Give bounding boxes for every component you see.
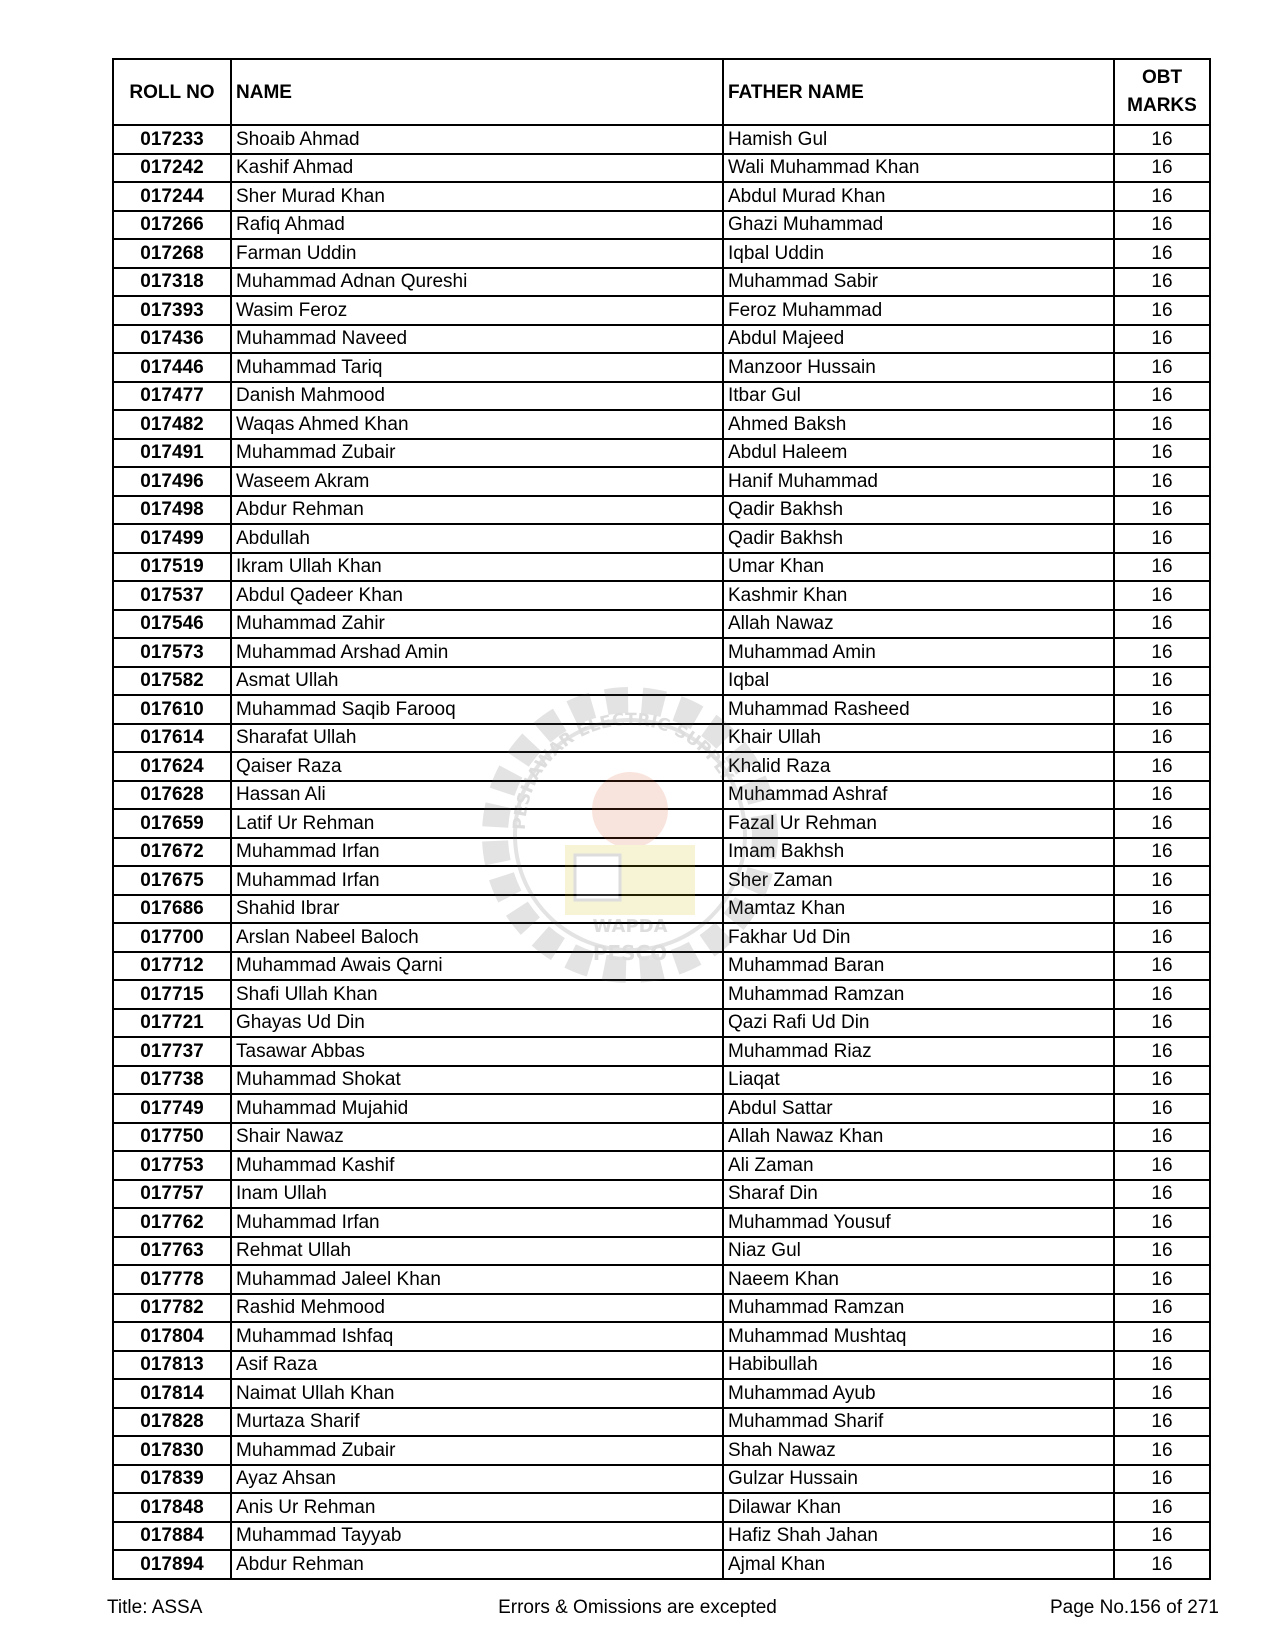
table-row <box>113 1379 1210 1408</box>
marks-cell: 16 <box>1114 1265 1210 1294</box>
marks-cell: 16 <box>1114 1351 1210 1380</box>
table-row <box>113 1180 1210 1209</box>
name-cell: Abdur Rehman <box>231 1550 723 1579</box>
roll-no-cell: 017700 <box>113 923 231 952</box>
roll-no-cell: 017763 <box>113 1237 231 1266</box>
father-name-cell: Manzoor Hussain <box>723 353 1114 382</box>
roll-no-cell: 017830 <box>113 1436 231 1465</box>
table-row <box>113 1351 1210 1380</box>
father-name-cell: Muhammad Ramzan <box>723 980 1114 1009</box>
marks-cell: 16 <box>1114 553 1210 582</box>
father-name-cell: Muhammad Riaz <box>723 1037 1114 1066</box>
father-name-cell: Abdul Majeed <box>723 325 1114 354</box>
name-cell: Muhammad Mujahid <box>231 1094 723 1123</box>
table-row <box>113 1208 1210 1237</box>
roll-no-cell: 017393 <box>113 296 231 325</box>
table-row <box>113 695 1210 724</box>
name-cell: Shair Nawaz <box>231 1123 723 1152</box>
name-cell: Ayaz Ahsan <box>231 1465 723 1494</box>
name-cell: Naimat Ullah Khan <box>231 1379 723 1408</box>
name-cell: Rashid Mehmood <box>231 1294 723 1323</box>
name-cell: Asmat Ullah <box>231 667 723 696</box>
roll-no-cell: 017762 <box>113 1208 231 1237</box>
father-name-cell: Ali Zaman <box>723 1151 1114 1180</box>
marks-cell: 16 <box>1114 467 1210 496</box>
table-row <box>113 439 1210 468</box>
name-cell: Muhammad Tariq <box>231 353 723 382</box>
seal-pesco-text: PESCO <box>592 941 668 965</box>
father-name-cell: Umar Khan <box>723 553 1114 582</box>
table-row <box>113 325 1210 354</box>
marks-cell: 16 <box>1114 809 1210 838</box>
table-row <box>113 1493 1210 1522</box>
marks-cell: 16 <box>1114 1208 1210 1237</box>
father-name-cell: Muhammad Amin <box>723 638 1114 667</box>
roll-no-cell: 017750 <box>113 1123 231 1152</box>
father-name-cell: Allah Nawaz Khan <box>723 1123 1114 1152</box>
table-row <box>113 553 1210 582</box>
marks-cell: 16 <box>1114 1294 1210 1323</box>
roll-no-cell: 017496 <box>113 467 231 496</box>
father-name-cell: Muhammad Ramzan <box>723 1294 1114 1323</box>
roll-no-cell: 017672 <box>113 838 231 867</box>
roll-no-cell: 017482 <box>113 410 231 439</box>
name-cell: Muhammad Jaleel Khan <box>231 1265 723 1294</box>
father-name-cell: Khair Ullah <box>723 724 1114 753</box>
marks-cell: 16 <box>1114 1237 1210 1266</box>
name-cell: Muhammad Shokat <box>231 1066 723 1095</box>
marks-cell: 16 <box>1114 1094 1210 1123</box>
name-cell: Rehmat Ullah <box>231 1237 723 1266</box>
father-name-cell: Ghazi Muhammad <box>723 211 1114 240</box>
father-name-cell: Muhammad Yousuf <box>723 1208 1114 1237</box>
footer-page-number: Page No.156 of 271 <box>1049 1597 1219 1618</box>
marks-cell: 16 <box>1114 182 1210 211</box>
table-row <box>113 895 1210 924</box>
name-cell: Muhammad Zahir <box>231 610 723 639</box>
father-name-cell: Feroz Muhammad <box>723 296 1114 325</box>
roll-no-cell: 017675 <box>113 866 231 895</box>
marks-cell: 16 <box>1114 838 1210 867</box>
name-cell: Murtaza Sharif <box>231 1408 723 1437</box>
father-name-cell: Hanif Muhammad <box>723 467 1114 496</box>
father-name-cell: Niaz Gul <box>723 1237 1114 1266</box>
name-cell: Muhammad Ishfaq <box>231 1322 723 1351</box>
table-row <box>113 667 1210 696</box>
name-cell: Ikram Ullah Khan <box>231 553 723 582</box>
name-cell: Muhammad Saqib Farooq <box>231 695 723 724</box>
roll-no-cell: 017628 <box>113 781 231 810</box>
roll-no-cell: 017721 <box>113 1009 231 1038</box>
marks-cell: 16 <box>1114 980 1210 1009</box>
table-row <box>113 1294 1210 1323</box>
name-cell: Muhammad Adnan Qureshi <box>231 268 723 297</box>
marks-cell: 16 <box>1114 1322 1210 1351</box>
seal-wapda-text: WAPDA <box>592 916 668 937</box>
father-name-cell: Sher Zaman <box>723 866 1114 895</box>
father-name-cell: Iqbal <box>723 667 1114 696</box>
table-row <box>113 781 1210 810</box>
table-row <box>113 752 1210 781</box>
marks-cell: 16 <box>1114 1037 1210 1066</box>
father-name-cell: Mamtaz Khan <box>723 895 1114 924</box>
table-row <box>113 125 1210 154</box>
roll-no-cell: 017624 <box>113 752 231 781</box>
table-row <box>113 268 1210 297</box>
roll-no-cell: 017537 <box>113 581 231 610</box>
father-name-cell: Liaqat <box>723 1066 1114 1095</box>
column-header-roll-no: ROLL NO <box>113 59 231 125</box>
name-cell: Rafiq Ahmad <box>231 211 723 240</box>
roll-no-cell: 017244 <box>113 182 231 211</box>
results-sheet <box>112 58 1209 1580</box>
roll-no-cell: 017686 <box>113 895 231 924</box>
roll-no-cell: 017546 <box>113 610 231 639</box>
father-name-cell: Muhammad Baran <box>723 952 1114 981</box>
name-cell: Arslan Nabeel Baloch <box>231 923 723 952</box>
table-row <box>113 1436 1210 1465</box>
father-name-cell: Hafiz Shah Jahan <box>723 1522 1114 1551</box>
name-cell: Asif Raza <box>231 1351 723 1380</box>
father-name-cell: Hamish Gul <box>723 125 1114 154</box>
roll-no-cell: 017894 <box>113 1550 231 1579</box>
marks-cell: 16 <box>1114 952 1210 981</box>
marks-cell: 16 <box>1114 268 1210 297</box>
roll-no-cell: 017233 <box>113 125 231 154</box>
roll-no-cell: 017737 <box>113 1037 231 1066</box>
father-name-cell: Muhammad Ashraf <box>723 781 1114 810</box>
marks-cell: 16 <box>1114 1465 1210 1494</box>
table-row <box>113 296 1210 325</box>
father-name-cell: Muhammad Sharif <box>723 1408 1114 1437</box>
father-name-cell: Ajmal Khan <box>723 1550 1114 1579</box>
footer-disclaimer: Errors & Omissions are excepted <box>498 1597 777 1618</box>
name-cell: Muhammad Irfan <box>231 838 723 867</box>
name-cell: Qaiser Raza <box>231 752 723 781</box>
seal-arc-text: PESHAWAR ELECTRIC SUPPLY <box>509 709 737 831</box>
roll-no-cell: 017268 <box>113 239 231 268</box>
father-name-cell: Muhammad Sabir <box>723 268 1114 297</box>
table-row <box>113 1522 1210 1551</box>
name-cell: Muhammad Arshad Amin <box>231 638 723 667</box>
results-table-body <box>113 125 1210 1579</box>
roll-no-cell: 017318 <box>113 268 231 297</box>
father-name-cell: Iqbal Uddin <box>723 239 1114 268</box>
marks-cell: 16 <box>1114 695 1210 724</box>
marks-cell: 16 <box>1114 382 1210 411</box>
name-cell: Waseem Akram <box>231 467 723 496</box>
marks-cell: 16 <box>1114 154 1210 183</box>
roll-no-cell: 017715 <box>113 980 231 1009</box>
table-row <box>113 1237 1210 1266</box>
father-name-cell: Fazal Ur Rehman <box>723 809 1114 838</box>
father-name-cell: Muhammad Mushtaq <box>723 1322 1114 1351</box>
marks-cell: 16 <box>1114 1009 1210 1038</box>
table-row <box>113 866 1210 895</box>
table-row <box>113 1037 1210 1066</box>
marks-cell: 16 <box>1114 1180 1210 1209</box>
roll-no-cell: 017573 <box>113 638 231 667</box>
name-cell: Danish Mahmood <box>231 382 723 411</box>
table-row <box>113 838 1210 867</box>
name-cell: Muhammad Naveed <box>231 325 723 354</box>
name-cell: Muhammad Irfan <box>231 866 723 895</box>
marks-cell: 16 <box>1114 1493 1210 1522</box>
marks-cell: 16 <box>1114 239 1210 268</box>
roll-no-cell: 017659 <box>113 809 231 838</box>
roll-no-cell: 017749 <box>113 1094 231 1123</box>
table-header-row <box>113 59 1210 125</box>
father-name-cell: Sharaf Din <box>723 1180 1114 1209</box>
roll-no-cell: 017446 <box>113 353 231 382</box>
roll-no-cell: 017778 <box>113 1265 231 1294</box>
roll-no-cell: 017582 <box>113 667 231 696</box>
roll-no-cell: 017266 <box>113 211 231 240</box>
father-name-cell: Fakhar Ud Din <box>723 923 1114 952</box>
name-cell: Muhammad Awais Qarni <box>231 952 723 981</box>
name-cell: Ghayas Ud Din <box>231 1009 723 1038</box>
roll-no-cell: 017610 <box>113 695 231 724</box>
table-row <box>113 724 1210 753</box>
table-row <box>113 1151 1210 1180</box>
roll-no-cell: 017828 <box>113 1408 231 1437</box>
roll-no-cell: 017884 <box>113 1522 231 1551</box>
marks-cell: 16 <box>1114 1379 1210 1408</box>
father-name-cell: Wali Muhammad Khan <box>723 154 1114 183</box>
table-row <box>113 211 1210 240</box>
marks-cell: 16 <box>1114 353 1210 382</box>
name-cell: Muhammad Zubair <box>231 1436 723 1465</box>
name-cell: Muhammad Kashif <box>231 1151 723 1180</box>
father-name-cell: Naeem Khan <box>723 1265 1114 1294</box>
father-name-cell: Imam Bakhsh <box>723 838 1114 867</box>
table-row <box>113 410 1210 439</box>
roll-no-cell: 017519 <box>113 553 231 582</box>
roll-no-cell: 017738 <box>113 1066 231 1095</box>
roll-no-cell: 017477 <box>113 382 231 411</box>
father-name-cell: Muhammad Ayub <box>723 1379 1114 1408</box>
marks-cell: 16 <box>1114 211 1210 240</box>
marks-cell: 16 <box>1114 895 1210 924</box>
roll-no-cell: 017499 <box>113 524 231 553</box>
father-name-cell: Abdul Haleem <box>723 439 1114 468</box>
roll-no-cell: 017614 <box>113 724 231 753</box>
obt-label: OBT <box>1141 67 1183 89</box>
marks-cell: 16 <box>1114 610 1210 639</box>
table-row <box>113 239 1210 268</box>
column-header-father-name: FATHER NAME <box>723 59 1114 125</box>
name-cell: Farman Uddin <box>231 239 723 268</box>
table-row <box>113 610 1210 639</box>
name-cell: Anis Ur Rehman <box>231 1493 723 1522</box>
table-row <box>113 1094 1210 1123</box>
roll-no-cell: 017782 <box>113 1294 231 1323</box>
father-name-cell: Khalid Raza <box>723 752 1114 781</box>
name-cell: Tasawar Abbas <box>231 1037 723 1066</box>
marks-cell: 16 <box>1114 866 1210 895</box>
table-row <box>113 1265 1210 1294</box>
father-name-cell: Qazi Rafi Ud Din <box>723 1009 1114 1038</box>
marks-cell: 16 <box>1114 667 1210 696</box>
name-cell: Sharafat Ullah <box>231 724 723 753</box>
name-cell: Muhammad Zubair <box>231 439 723 468</box>
marks-cell: 16 <box>1114 1550 1210 1579</box>
roll-no-cell: 017436 <box>113 325 231 354</box>
footer-title: Title: ASSA <box>107 1597 203 1618</box>
father-name-cell: Ahmed Baksh <box>723 410 1114 439</box>
marks-cell: 16 <box>1114 439 1210 468</box>
father-name-cell: Allah Nawaz <box>723 610 1114 639</box>
table-row <box>113 638 1210 667</box>
marks-cell: 16 <box>1114 524 1210 553</box>
table-row <box>113 1066 1210 1095</box>
table-row <box>113 952 1210 981</box>
roll-no-cell: 017242 <box>113 154 231 183</box>
father-name-cell: Muhammad Rasheed <box>723 695 1114 724</box>
name-cell: Hassan Ali <box>231 781 723 810</box>
marks-cell: 16 <box>1114 781 1210 810</box>
name-cell: Sher Murad Khan <box>231 182 723 211</box>
table-row <box>113 496 1210 525</box>
father-name-cell: Habibullah <box>723 1351 1114 1380</box>
marks-cell: 16 <box>1114 1123 1210 1152</box>
table-row <box>113 1009 1210 1038</box>
roll-no-cell: 017757 <box>113 1180 231 1209</box>
marks-cell: 16 <box>1114 724 1210 753</box>
name-cell: Latif Ur Rehman <box>231 809 723 838</box>
table-row <box>113 809 1210 838</box>
marks-cell: 16 <box>1114 638 1210 667</box>
table-row <box>113 581 1210 610</box>
roll-no-cell: 017753 <box>113 1151 231 1180</box>
marks-cell: 16 <box>1114 325 1210 354</box>
roll-no-cell: 017839 <box>113 1465 231 1494</box>
table-row <box>113 1550 1210 1579</box>
table-row <box>113 182 1210 211</box>
marks-cell: 16 <box>1114 923 1210 952</box>
table-row <box>113 467 1210 496</box>
roll-no-cell: 017848 <box>113 1493 231 1522</box>
table-row <box>113 1322 1210 1351</box>
name-cell: Inam Ullah <box>231 1180 723 1209</box>
roll-no-cell: 017498 <box>113 496 231 525</box>
column-header-obt-marks <box>1114 59 1210 125</box>
roll-no-cell: 017814 <box>113 1379 231 1408</box>
father-name-cell: Itbar Gul <box>723 382 1114 411</box>
table-row <box>113 1408 1210 1437</box>
table-row <box>113 353 1210 382</box>
name-cell: Shahid Ibrar <box>231 895 723 924</box>
name-cell: Abdul Qadeer Khan <box>231 581 723 610</box>
father-name-cell: Qadir Bakhsh <box>723 496 1114 525</box>
marks-cell: 16 <box>1114 581 1210 610</box>
table-row <box>113 1465 1210 1494</box>
name-cell: Muhammad Tayyab <box>231 1522 723 1551</box>
marks-cell: 16 <box>1114 752 1210 781</box>
marks-cell: 16 <box>1114 1436 1210 1465</box>
name-cell: Kashif Ahmad <box>231 154 723 183</box>
marks-cell: 16 <box>1114 1408 1210 1437</box>
roll-no-cell: 017804 <box>113 1322 231 1351</box>
marks-cell: 16 <box>1114 125 1210 154</box>
name-cell: Shafi Ullah Khan <box>231 980 723 1009</box>
roll-no-cell: 017491 <box>113 439 231 468</box>
name-cell: Waqas Ahmed Khan <box>231 410 723 439</box>
table-row <box>113 923 1210 952</box>
marks-label: MARKS <box>1127 95 1197 116</box>
table-row <box>113 382 1210 411</box>
table-row <box>113 154 1210 183</box>
table-row <box>113 1123 1210 1152</box>
marks-cell: 16 <box>1114 1151 1210 1180</box>
name-cell: Abdullah <box>231 524 723 553</box>
results-table <box>112 58 1211 1580</box>
name-cell: Abdur Rehman <box>231 496 723 525</box>
table-row <box>113 980 1210 1009</box>
name-cell: Shoaib Ahmad <box>231 125 723 154</box>
marks-cell: 16 <box>1114 1066 1210 1095</box>
father-name-cell: Abdul Murad Khan <box>723 182 1114 211</box>
father-name-cell: Kashmir Khan <box>723 581 1114 610</box>
table-row <box>113 524 1210 553</box>
father-name-cell: Abdul Sattar <box>723 1094 1114 1123</box>
father-name-cell: Gulzar Hussain <box>723 1465 1114 1494</box>
father-name-cell: Shah Nawaz <box>723 1436 1114 1465</box>
marks-cell: 16 <box>1114 296 1210 325</box>
father-name-cell: Dilawar Khan <box>723 1493 1114 1522</box>
name-cell: Wasim Feroz <box>231 296 723 325</box>
marks-cell: 16 <box>1114 410 1210 439</box>
marks-cell: 16 <box>1114 496 1210 525</box>
name-cell: Muhammad Irfan <box>231 1208 723 1237</box>
roll-no-cell: 017712 <box>113 952 231 981</box>
column-header-name: NAME <box>231 59 723 125</box>
marks-cell: 16 <box>1114 1522 1210 1551</box>
father-name-cell: Qadir Bakhsh <box>723 524 1114 553</box>
roll-no-cell: 017813 <box>113 1351 231 1380</box>
